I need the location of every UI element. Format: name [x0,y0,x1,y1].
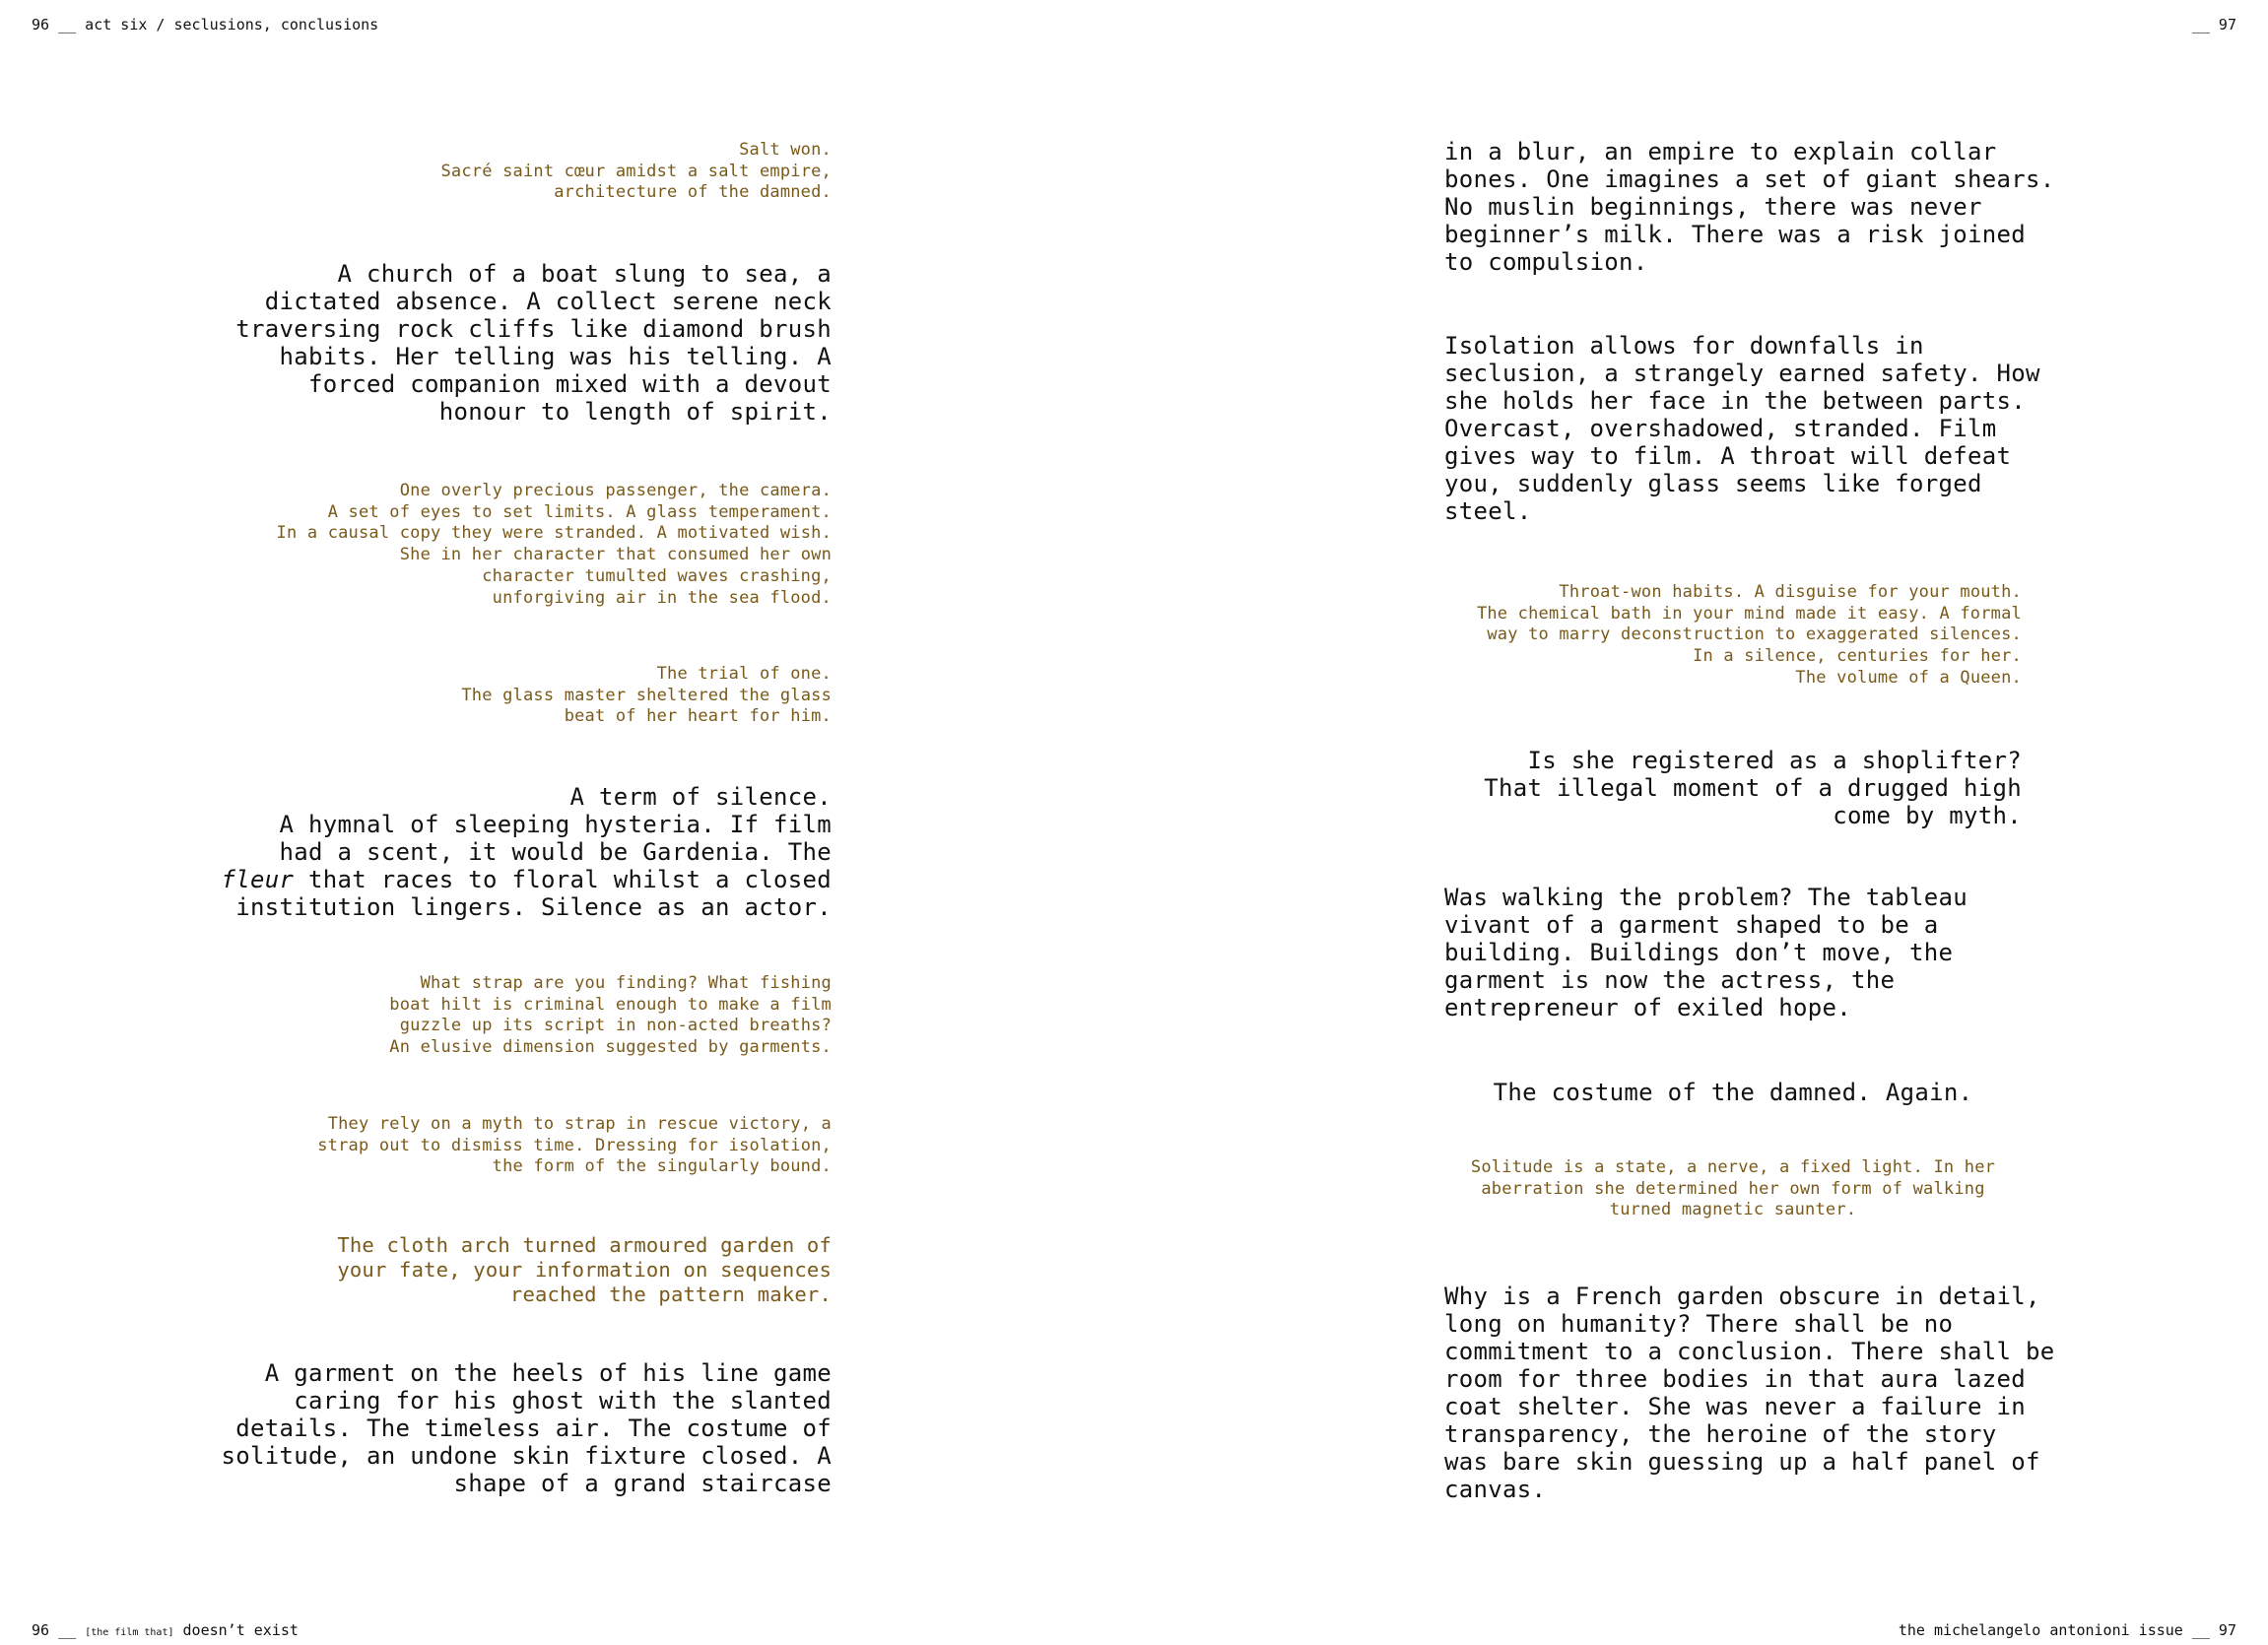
left-quote-what-strap: What strap are you finding? What fishing boat hilt is criminal enough to make a film guzzle up its script in non-acted breaths? An elusive dimension suggested by garments. [389,973,832,1058]
left-paragraph-church-boat: A church of a boat slung to sea, a dictated absence. A collect serene neck traversing rock cliffs like diamond brush habits. Her telling was his telling. A forced companion mixed with a devout honour to length of spirit. [235,260,832,426]
footer-tiny-label: [the film that] [85,1627,174,1638]
left-quote-salt-won: Salt won. Sacré saint cœur amidst a salt empire, architecture of the damned. [440,140,832,203]
right-paragraph-walking-problem: Was walking the problem? The tableau vivant of a garment shaped to be a building. Buildings don’t move, the garment is now the actress, the entrepreneur of exiled hope. [1444,884,1968,1021]
right-paragraph-isolation: Isolation allows for downfalls in seclusion, a strangely earned safety. How she holds her face in the between parts. Overcast, overshadowed, stranded. Film gives way to film. A throat will defeat you, suddenly glass seems like forged steel. [1444,332,2040,525]
running-header-left: 96 __ act six / seclusions, conclusions [32,16,379,33]
fleur-italic: fleur [221,866,295,893]
right-paragraph-shoplifter: Is she registered as a shoplifter? That illegal moment of a drugged high come by myth. [1484,747,2022,829]
footer-title: doesn’t exist [173,1621,299,1639]
footer-page-number: 96 __ [32,1621,86,1639]
left-quote-precious-passenger: One overly precious passenger, the camera. A set of eyes to set limits. A glass temperament. In a causal copy they were stranded. A motivated wish. She in her character that consumed her own character tumulted waves crashing, unforgiving air in the sea flood. [276,481,832,608]
term-of-silence-text-a: A term of silence. A hymnal of sleeping hysteria. If film had a scent, it would be Gardenia. The [279,783,832,866]
running-header-right: __ 97 [2191,16,2236,33]
left-quote-rely-on-myth: They rely on a myth to strap in rescue victory, a strap out to dismiss time. Dressing for isolation, the form of the singularly bound. [317,1114,832,1177]
left-quote-cloth-arch: The cloth arch turned armoured garden of your fate, your information on sequences reached the pattern maker. [337,1233,832,1306]
term-of-silence-text-b: that races to floral whilst a closed institution lingers. Silence as an actor. [235,866,832,921]
running-footer-left [32,1621,299,1639]
left-paragraph-garment-heels: A garment on the heels of his line game caring for his ghost with the slanted details. The timeless air. The costume of solitude, an undone skin fixture closed. A shape of a grand staircase [221,1359,832,1497]
right-paragraph-in-a-blur: in a blur, an empire to explain collar bones. One imagines a set of giant shears. No muslin beginnings, there was never beginner’s milk. There was a risk joined to compulsion. [1444,138,2055,276]
running-footer-right: the michelangelo antonioni issue __ 97 [1898,1621,2236,1639]
right-quote-solitude: Solitude is a state, a nerve, a fixed light. In her aberration she determined her own form of walking turned magnetic saunter. [1470,1157,1996,1220]
left-paragraph-term-of-silence [222,783,832,921]
right-paragraph-french-garden: Why is a French garden obscure in detail, long on humanity? There shall be no commitment to a conclusion. There shall be room for three bodies in that aura lazed coat shelter. She was never a failure in transparency, the heroine of the story was bare skin guessing up a half panel of canvas. [1444,1283,2055,1503]
right-quote-throat-won: Throat-won habits. A disguise for your mouth. The chemical bath in your mind made it easy. A formal way to marry deconstruction to exaggerated silences. In a silence, centuries for her. The volume of a Queen. [1476,582,2022,688]
right-line-costume-damned: The costume of the damned. Again. [1493,1079,1973,1106]
left-quote-trial-of-one: The trial of one. The glass master sheltered the glass beat of her heart for him. [461,664,832,727]
